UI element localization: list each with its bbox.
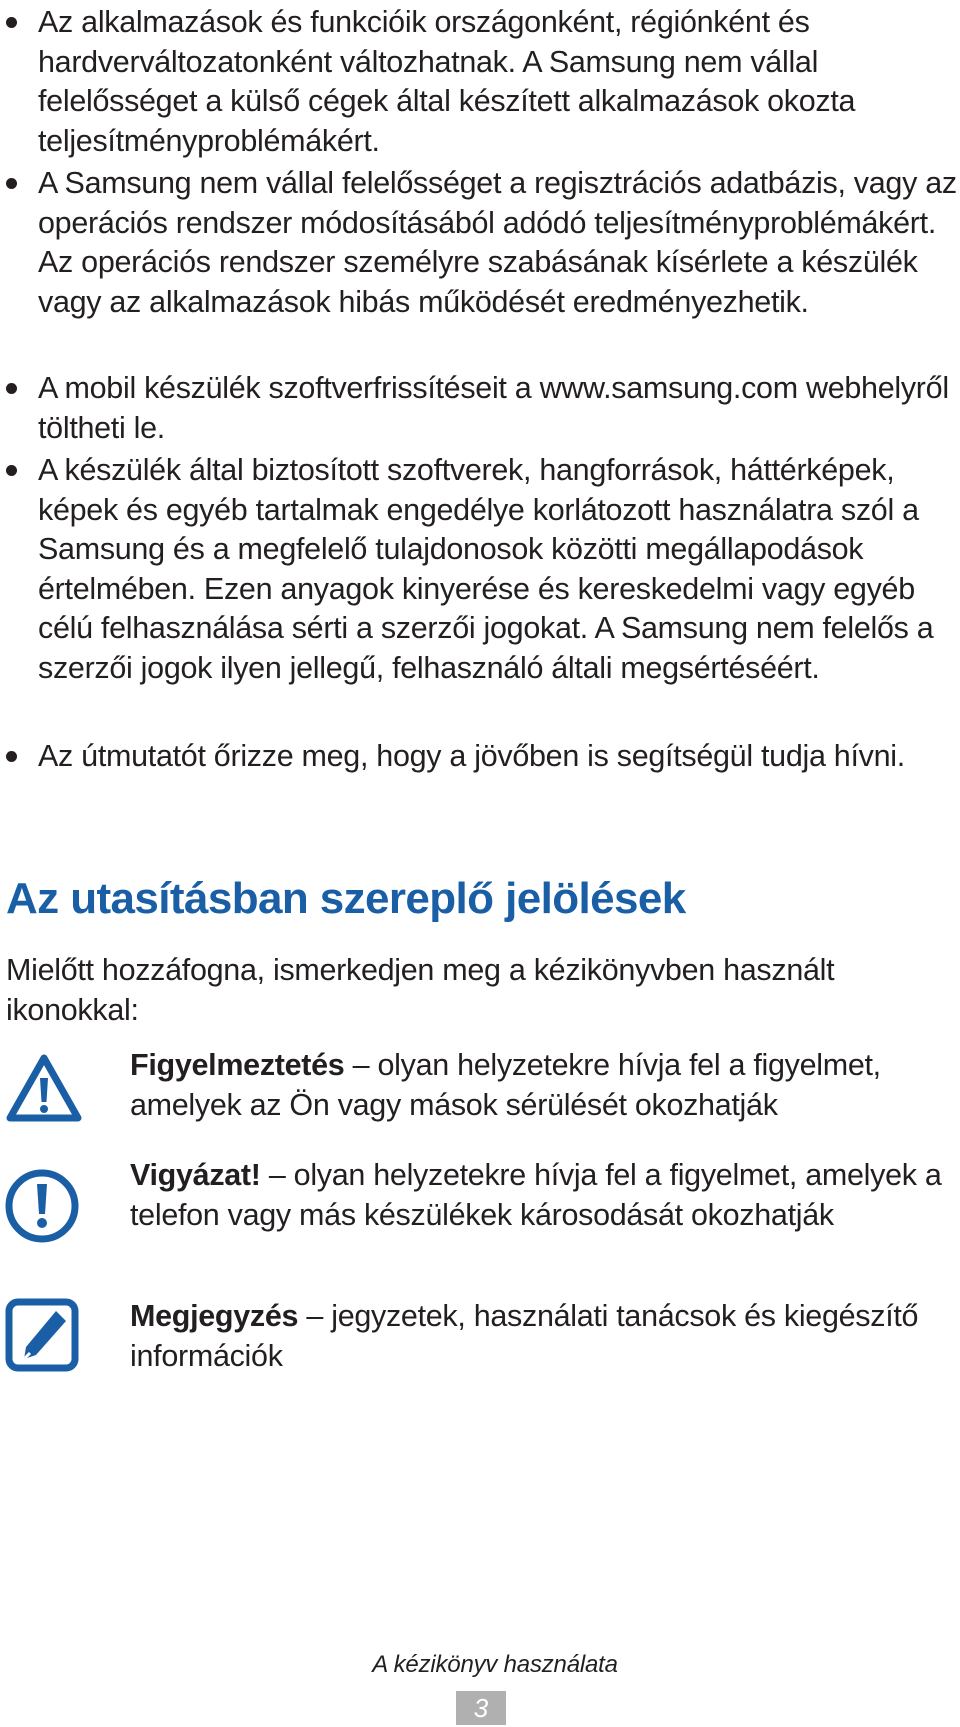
footer-section-title: A kézikönyv használata: [372, 1651, 618, 1678]
caution-term: Vigyázat!: [130, 1158, 261, 1192]
warning-text: – olyan helyzetekre hívja fel a figyelmet, amelyek az Ön vagy mások sérülését okozhatják: [130, 1048, 881, 1122]
caution-description: [130, 1156, 950, 1235]
warning-term: Figyelmeztetés: [130, 1048, 345, 1082]
section-heading: Az utasításban szereplő jelölések: [6, 874, 686, 923]
bullet-item: [0, 3, 960, 161]
bullet-dot-icon: [6, 178, 17, 189]
page-number: 3: [456, 1691, 506, 1725]
caution-text: – olyan helyzetekre hívja fel a figyelmet, amelyek a telefon vagy más készülékek károsodását okozhatják: [130, 1158, 942, 1232]
bullet-text: A mobil készülék szoftverfrissítéseit a www.samsung.com webhelyről töltheti le.: [38, 371, 949, 445]
warning-triangle-icon: [4, 1052, 84, 1132]
section-intro: Mielőtt hozzáfogna, ismerkedjen meg a kézikönyvben használt ikonokkal:: [6, 953, 835, 1027]
note-term: Megjegyzés: [130, 1299, 299, 1333]
bullet-dot-icon: [6, 17, 17, 28]
bullet-text: Az alkalmazások és funkcióik országonként, régiónként és hardverváltozatonként változhatnak. A Samsung nem vállal felelősséget a külső cégek által készített alkalmazások okozta teljesítményproblémákért.: [38, 5, 856, 158]
bullet-text: A Samsung nem vállal felelősséget a regisztrációs adatbázis, vagy az operációs rendszer módosításából adódó teljesítményproblémákért. Az operációs rendszer személyre szabásának kísérlete a készülék vagy az alkalmazások hibás működését eredményezhetik.: [38, 166, 957, 319]
warning-description: [130, 1046, 950, 1125]
bullet-text: A készülék által biztosított szoftverek, hangforrások, háttérképek, képek és egyéb tartalmak engedélye korlátozott használatra szól a Samsung és a megfelelő tulajdonosok közötti megállapodások értelmében. Ezen anyagok kinyerése és kereskedelmi vagy egyéb célú felhasználása sérti a szerzői jogokat. A Samsung nem felelős a szerzői jogok ilyen jellegű, felhasználó általi megsértéséért.: [38, 453, 934, 685]
note-pencil-icon: [4, 1297, 84, 1377]
note-text: – jegyzetek, használati tanácsok és kiegészítő információk: [130, 1299, 919, 1373]
exclamation-circle-icon: [4, 1168, 84, 1248]
bullet-text: Az útmutatót őrizze meg, hogy a jövőben is segítségül tudja hívni.: [38, 739, 905, 773]
bullet-item: [0, 737, 905, 777]
note-description: [130, 1297, 950, 1376]
bullet-dot-icon: [6, 383, 17, 394]
bullet-item: [0, 369, 960, 448]
bullet-dot-icon: [6, 751, 17, 762]
bullet-item: [0, 451, 960, 688]
bullet-dot-icon: [6, 465, 17, 476]
bullet-item: [0, 164, 960, 322]
